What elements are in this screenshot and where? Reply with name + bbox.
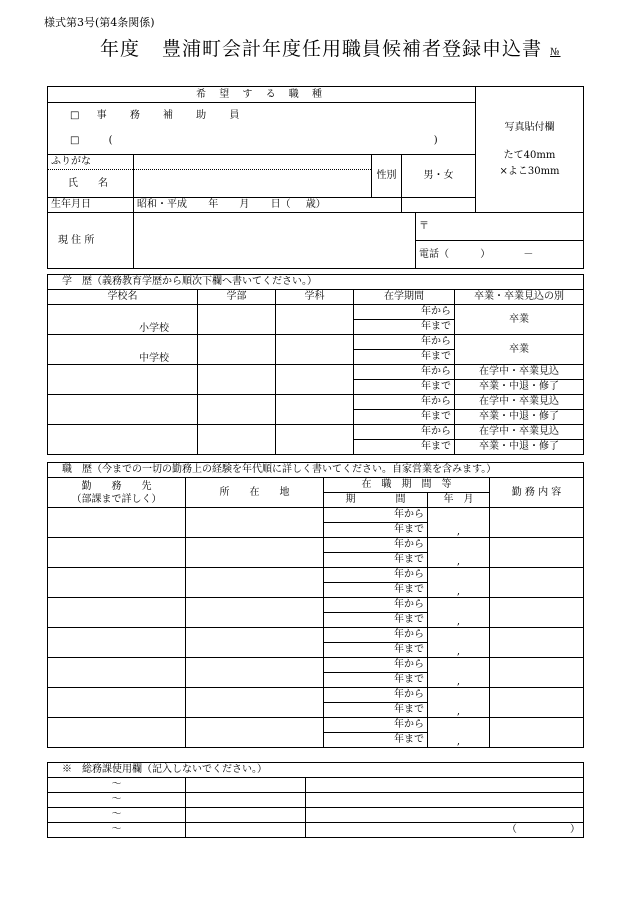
edu-period-to[interactable]: 年まで [354,380,455,395]
edu-period-to[interactable]: 年まで [354,350,455,365]
option-other-open: ( [108,135,113,147]
name-field[interactable] [134,170,372,198]
education-table [47,274,584,455]
emp-period-to[interactable]: 年まで [324,523,428,538]
emp-period-to[interactable]: 年まで [324,613,428,628]
name-label: 氏 名 [48,170,134,198]
emp-ym-cell[interactable]: , [428,598,490,628]
admin-heading: ※ 総務課使用欄（記入しないでください。） [48,763,584,778]
emp-header-ym: 年 月 [428,493,490,508]
photo-area[interactable] [476,87,584,213]
birth-year: 年 [208,199,219,210]
emp-period-from[interactable]: 年から [324,718,428,733]
edu-faculty-cell[interactable] [198,335,276,365]
emp-ym-cell[interactable]: , [428,718,490,748]
edu-period-to[interactable]: 年まで [354,320,455,335]
emp-workplace-cell[interactable] [48,568,186,598]
edu-status-cell-2[interactable]: 卒業・中退・修了 [455,410,584,425]
emp-location-cell[interactable] [186,508,324,538]
emp-workplace-cell[interactable] [48,688,186,718]
title-number: № [550,47,561,58]
birth-day: 日（ [270,199,291,210]
emp-workplace-cell[interactable] [48,718,186,748]
emp-header-workplace-title: 勤 務 先 [81,480,152,492]
emp-header-workplace [48,478,186,508]
photo-title: 写真貼付欄 [504,121,555,133]
emp-duty-cell[interactable] [490,598,584,628]
emp-location-cell[interactable] [186,538,324,568]
birth-era: 昭和・平成 [137,199,187,210]
option-other[interactable] [48,129,476,155]
edu-status-cell[interactable]: 在学中・卒業見込 [455,395,584,410]
edu-school-cell[interactable]: 小学校 [48,305,198,335]
edu-header-school: 学校名 [48,290,198,305]
admin-cell [186,778,306,793]
emp-header-location: 所 在 地 [186,478,324,508]
admin-range-cell: ～ [48,778,186,793]
emp-period-from[interactable]: 年から [324,658,428,673]
sex-label: 性別 [372,155,402,198]
checkbox-icon[interactable]: □ [70,109,80,121]
edu-faculty-cell[interactable] [198,425,276,455]
emp-location-cell[interactable] [186,718,324,748]
emp-period-from[interactable]: 年から [324,628,428,643]
edu-period-to[interactable]: 年まで [354,410,455,425]
admin-cell [186,808,306,823]
form-title [100,34,561,61]
emp-period-from[interactable]: 年から [324,568,428,583]
emp-location-cell[interactable] [186,688,324,718]
photo-size-height: たて40mm [503,149,556,161]
admin-range-cell: ～ [48,823,186,838]
admin-note-open: （ [506,824,517,835]
emp-period-to[interactable]: 年まで [324,733,428,748]
edu-status-cell-2[interactable]: 卒業・中退・修了 [455,380,584,395]
address-label: 現 住 所 [48,213,134,269]
emp-period-from[interactable]: 年から [324,538,428,553]
desired-position-header: 希 望 す る 職 種 [48,87,476,103]
option-clerical-assistant[interactable] [48,103,476,129]
admin-cell [306,808,584,823]
option-other-close: ) [433,135,438,147]
emp-location-cell[interactable] [186,658,324,688]
emp-period-to[interactable]: 年まで [324,643,428,658]
edu-faculty-cell[interactable] [198,365,276,395]
title-main: 豊浦町会計年度任用職員候補者登録申込書 [162,38,543,60]
emp-period-to[interactable]: 年まで [324,703,428,718]
emp-header-duty: 勤 務 内 容 [490,478,584,508]
edu-status-cell[interactable]: 卒業 [455,305,584,335]
postal-mark: 〒 [419,220,429,232]
emp-ym-cell[interactable]: , [428,568,490,598]
edu-school-cell[interactable]: 中学校 [48,335,198,365]
emp-period-from[interactable]: 年から [324,508,428,523]
admin-range-cell: ～ [48,808,186,823]
emp-workplace-cell[interactable] [48,598,186,628]
edu-period-from[interactable]: 年から [354,335,455,350]
admin-note-cell [306,823,584,838]
emp-header-workplace-sub: （部課まで詳しく） [71,493,162,505]
edu-faculty-cell[interactable] [198,395,276,425]
address-field[interactable] [134,213,416,269]
edu-department-cell[interactable] [276,305,354,335]
edu-status-cell[interactable]: 在学中・卒業見込 [455,425,584,440]
emp-period-from[interactable]: 年から [324,688,428,703]
edu-status-cell[interactable]: 在学中・卒業見込 [455,365,584,380]
edu-header-department: 学科 [276,290,354,305]
birth-spacer [402,198,476,213]
birth-month: 月 [239,199,250,210]
emp-ym-cell[interactable]: , [428,538,490,568]
education-heading: 学 歴（義務教育学歴から順次下欄へ書いてください。） [48,275,584,290]
emp-location-cell[interactable] [186,568,324,598]
edu-school-cell[interactable] [48,395,198,425]
furigana-label: ふりがな [48,155,134,170]
admin-cell [186,823,306,838]
birthdate-label: 生年月日 [48,198,134,213]
emp-period-from[interactable]: 年から [324,598,428,613]
emp-ym-cell[interactable]: , [428,688,490,718]
emp-duty-cell[interactable] [490,718,584,748]
edu-school-cell[interactable] [48,365,198,395]
emp-workplace-cell[interactable] [48,538,186,568]
checkbox-icon[interactable]: □ [70,135,80,147]
edu-status-cell[interactable]: 卒業 [455,335,584,365]
edu-header-status: 卒業・卒業見込の別 [455,290,584,305]
phone-close: ） [480,248,491,260]
edu-department-cell[interactable] [276,395,354,425]
admin-table [47,762,584,838]
emp-workplace-cell[interactable] [48,658,186,688]
phone-dash: － [523,248,534,260]
admin-cell [306,793,584,808]
emp-duty-cell[interactable] [490,538,584,568]
edu-department-cell[interactable] [276,425,354,455]
option-clerical-label: 事 務 補 助 員 [96,109,250,121]
emp-header-term: 期 間 [324,493,428,508]
edu-status-cell-2[interactable]: 卒業・中退・修了 [455,440,584,455]
emp-ym-cell[interactable]: , [428,508,490,538]
edu-period-from[interactable]: 年から [354,395,455,410]
admin-cell [306,778,584,793]
emp-period-to[interactable]: 年まで [324,553,428,568]
birthdate-field[interactable] [134,198,402,213]
edu-school-cell[interactable] [48,425,198,455]
edu-period-from[interactable]: 年から [354,365,455,380]
emp-ym-cell[interactable]: , [428,628,490,658]
edu-period-from[interactable]: 年から [354,305,455,320]
edu-header-period: 在学期間 [354,290,455,305]
emp-duty-cell[interactable] [490,508,584,538]
edu-period-to[interactable]: 年まで [354,440,455,455]
emp-workplace-cell[interactable] [48,508,186,538]
emp-location-cell[interactable] [186,628,324,658]
edu-department-cell[interactable] [276,365,354,395]
title-year: 年度 [100,38,141,60]
postal-field[interactable] [416,213,584,241]
edu-faculty-cell[interactable] [198,305,276,335]
emp-period-to[interactable]: 年まで [324,583,428,598]
form-number-label: 様式第3号(第4条関係) [44,16,155,29]
admin-note-close: ） [570,824,581,835]
admin-cell [186,793,306,808]
emp-duty-cell[interactable] [490,568,584,598]
phone-label: 電話（ [419,248,449,260]
emp-duty-cell[interactable] [490,688,584,718]
employment-table [47,462,584,748]
emp-workplace-cell[interactable] [48,628,186,658]
emp-ym-cell[interactable]: , [428,658,490,688]
top-section-table [47,86,584,269]
edu-department-cell[interactable] [276,335,354,365]
admin-range-cell: ～ [48,793,186,808]
phone-field[interactable] [416,241,584,269]
edu-period-from[interactable]: 年から [354,425,455,440]
emp-header-period: 在 職 期 間 等 [324,478,490,493]
sex-options[interactable]: 男・女 [402,155,476,198]
edu-header-faculty: 学部 [198,290,276,305]
photo-size-width: ×よこ30mm [499,165,560,177]
emp-duty-cell[interactable] [490,658,584,688]
employment-heading: 職 歴（今までの一切の勤務上の経験を年代順に詳しく書いてください。自家営業を含みます。） [48,463,584,478]
furigana-field[interactable] [134,155,372,170]
emp-period-to[interactable]: 年まで [324,673,428,688]
birth-age: 歳） [305,199,326,210]
emp-duty-cell[interactable] [490,628,584,658]
emp-location-cell[interactable] [186,598,324,628]
